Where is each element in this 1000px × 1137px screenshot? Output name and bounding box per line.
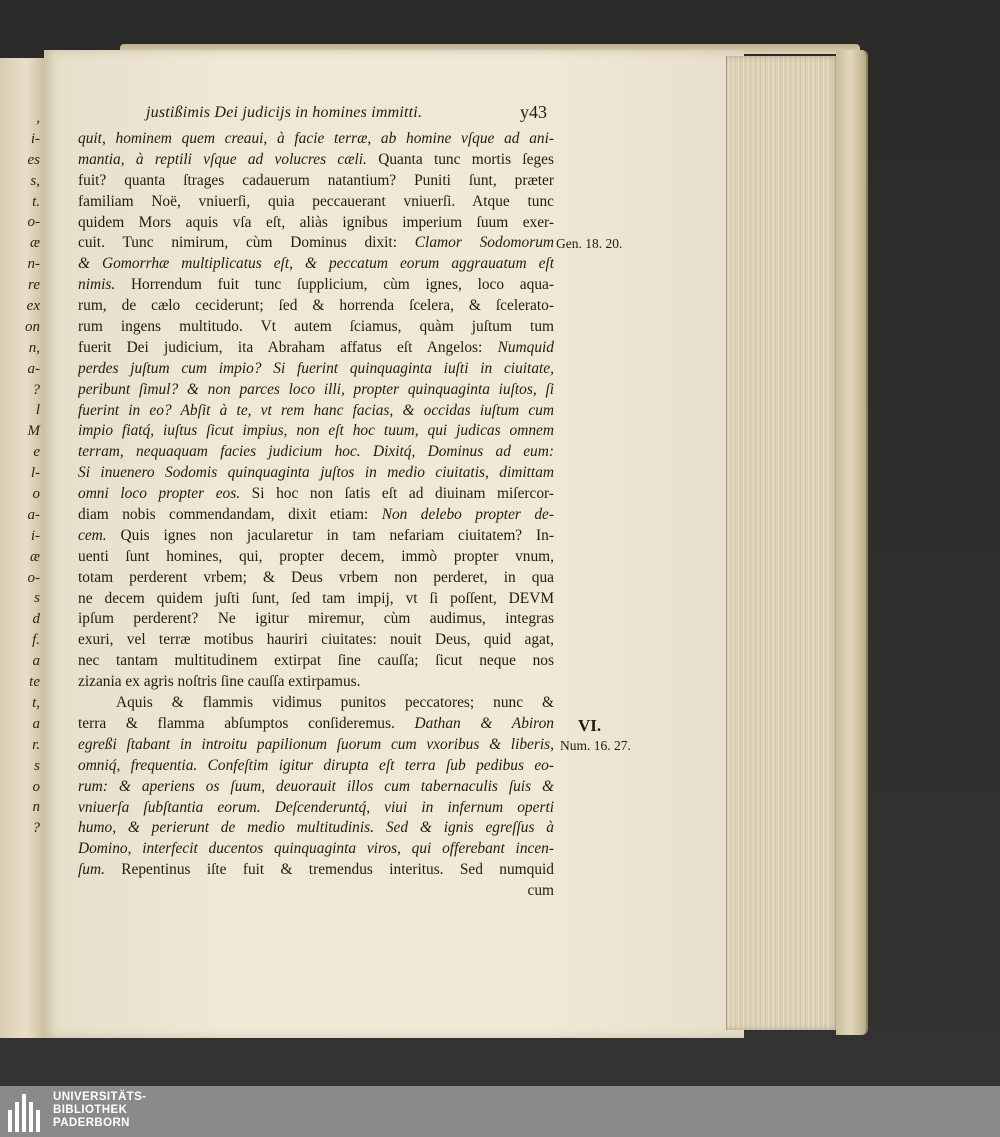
italic-text: Si inuenero Sodomis quinquaginta juſtos in medio ciuitatis, dimittam [78, 464, 554, 482]
left-edge-fragment: n- [27, 256, 40, 273]
italic-text: omniq́, frequentia. Confeſtim igitur dirupta eſt terra ſub pedibus eo- [78, 756, 554, 774]
text-line [78, 881, 554, 902]
text-line [78, 756, 554, 777]
left-page [0, 58, 45, 1038]
italic-text: nimis. [78, 276, 116, 294]
roman-text: rum ingens multitudo. Vt autem ſciamus, quàm juſtum tum [78, 318, 554, 336]
roman-text: nec tantam multitudinem extirpat ſine cauſſa; ſicut neque nos [78, 652, 554, 670]
left-edge-fragment: a- [27, 506, 40, 523]
text-line [78, 735, 554, 756]
italic-text: Clamor Sodomorum [414, 234, 554, 252]
text-line [78, 609, 554, 630]
text-line [78, 860, 554, 881]
left-edge-fragment: re [28, 277, 40, 294]
roman-text: ne decem quidem juſti ſunt, ſed tam impij, vt ſi poſſent, DEVM [78, 589, 554, 607]
book-cover-edge [836, 50, 868, 1035]
italic-text: omni loco propter eos. [78, 485, 241, 503]
roman-text: Aquis & flammis vidimus punitos peccatores; nunc & [116, 694, 554, 712]
roman-text: Si hoc non ſatis eſt ad diuinam miſercor- [240, 485, 554, 503]
left-edge-fragment: a- [27, 360, 40, 377]
left-edge-fragment: t. [32, 193, 40, 210]
show-through-mark [560, 96, 574, 112]
roman-text: fuit? quanta ſtrages cadauerum natantium? Puniti ſunt, præter [78, 171, 554, 189]
text-line [78, 526, 554, 547]
text-line [78, 275, 554, 296]
roman-text: Horrendum fuit tunc ſupplicium, cùm ignes, loco aqua- [115, 276, 554, 294]
left-edge-fragment: d [32, 611, 40, 628]
left-page-edge-text [25, 108, 40, 839]
logo-line-1: UNIVERSITÄTS- [53, 1091, 147, 1103]
italic-text: peribunt ſimul? & non parces loco illi, propter quinquaginta iuſtos, ſi [78, 380, 554, 398]
text-line [78, 359, 554, 380]
text-line [78, 233, 554, 254]
left-edge-fragment: l [35, 402, 40, 419]
text-line [78, 401, 554, 422]
roman-text: Quis ignes non jacularetur in tam nefariam ciuitatem? In- [106, 526, 554, 544]
left-edge-fragment: te [29, 674, 40, 691]
text-line [78, 254, 554, 275]
left-edge-fragment: M [27, 423, 40, 440]
text-line [78, 693, 554, 714]
footer-bar [0, 1086, 1000, 1137]
left-edge-fragment: o- [27, 569, 40, 586]
italic-text: fuerint in eo? Abſit à te, vt rem hanc facias, & occidas iuſtum cum [78, 401, 554, 419]
left-edge-fragment: l- [30, 465, 40, 482]
text-line [78, 296, 554, 317]
roman-text: zizania ex agris noſtris ſine cauſſa extirpamus. [78, 673, 361, 691]
italic-text: egreßi ſtabant in introitu papilionum ſuorum cum vxoribus & liberis, [78, 735, 554, 753]
roman-text: fuerit Dei judicium, ita Abraham affatus eſt Angelos: [78, 338, 498, 356]
left-edge-fragment: s [34, 590, 40, 607]
roman-text: ipſum perderent? Ne igitur miremur, cùm audimus, integras [78, 610, 554, 628]
roman-text: quidem Mors aquis vſa eſt, aliàs ignibus imperium ſuum exer- [78, 213, 554, 231]
text-line [78, 839, 554, 860]
italic-text: vniuerſa ſubſtantia eorum. Deſcenderuntq́, viui in infernum operti [78, 798, 554, 816]
left-edge-fragment: t, [32, 694, 40, 711]
left-edge-fragment: f. [32, 632, 40, 649]
text-line [78, 547, 554, 568]
left-edge-fragment: i- [30, 527, 40, 544]
italic-text: mantia, à reptili vſque ad volucres cæli. [78, 150, 367, 168]
text-line [78, 777, 554, 798]
italic-text: Domino, interfecit ducentos quinquaginta viros, qui offerebant incen- [78, 840, 554, 858]
italic-text: quit, hominem quem creaui, à facie terræ, ab homine vſque ad ani- [78, 130, 554, 147]
library-logo-text [53, 1091, 146, 1130]
text-line [78, 651, 554, 672]
text-line [78, 317, 554, 338]
library-logo-icon [8, 1092, 44, 1132]
italic-text: terram, nequaquam facies judicium hoc. Dixitq́, Dominus ad eum: [78, 443, 554, 461]
text-line [78, 338, 554, 359]
italic-text: perdes juſtum cum impio? Si fuerint quinquaginta iuſti in ciuitate, [78, 359, 554, 377]
left-edge-fragment: ex [26, 298, 40, 315]
body-text [78, 129, 554, 902]
text-line [78, 714, 554, 735]
text-line [78, 630, 554, 651]
text-line [78, 129, 554, 150]
margin-note-num: Num. 16. 27. [560, 738, 631, 753]
text-line [78, 213, 554, 234]
text-line [78, 568, 554, 589]
roman-text: diam nobis commendandam, dixit etiam: [78, 506, 382, 524]
left-edge-fragment: r. [32, 736, 40, 753]
page-number: y43 [520, 102, 547, 122]
page-edges [726, 56, 839, 1030]
italic-text: Dathan & Abiron [414, 714, 554, 732]
left-edge-fragment: i- [30, 130, 40, 147]
italic-text: Numquid [497, 338, 554, 356]
logo-line-2: BIBLIOTHEK [53, 1104, 128, 1116]
left-edge-fragment: , [36, 110, 40, 126]
italic-text: rum: & aperiens os ſuum, deuorauit illos cum tabernaculis ſuis & [78, 777, 554, 795]
roman-text: rum, de cælo ceciderunt; ſed & horrenda ſcelera, & ſcelerato- [78, 297, 554, 315]
left-edge-fragment: æ [29, 235, 40, 252]
left-edge-fragment: a [32, 653, 40, 670]
left-edge-fragment: ? [32, 381, 40, 398]
text-line [78, 505, 554, 526]
roman-text: cuit. Tunc nimirum, cùm Dominus dixit: [78, 234, 415, 252]
left-edge-fragment: ? [32, 820, 40, 837]
left-edge-fragment: o- [27, 214, 40, 231]
roman-text: exuri, vel terræ motibus hauriri ciuitates: nouit Deus, quid agat, [78, 631, 554, 649]
roman-text: totam perderent vrbem; & Deus vrbem non perderet, in qua [78, 568, 554, 586]
italic-text: ſum. [78, 861, 105, 879]
left-edge-fragment: o [32, 778, 40, 795]
roman-text: uenti ſunt homines, qui, propter decem, immò propter vnum, [78, 547, 554, 565]
text-line [78, 672, 554, 693]
margin-note-gen: Gen. 18. 20. [556, 236, 623, 251]
text-line [78, 150, 554, 171]
left-edge-fragment: es [27, 151, 40, 168]
left-edge-fragment: æ [29, 548, 40, 565]
italic-text: impio fiatq́, iuſtus ſicut impius, non eſt hoc tuum, qui judicas omnem [78, 422, 554, 440]
text-line [78, 171, 554, 192]
left-edge-fragment: a [32, 715, 40, 732]
left-edge-fragment: on [25, 318, 40, 335]
roman-text: terra & flamma abſumptos conſideremus. [78, 714, 415, 732]
text-line [78, 463, 554, 484]
left-edge-fragment: e [33, 444, 40, 461]
left-edge-fragment: n [32, 799, 40, 816]
text-line [78, 442, 554, 463]
italic-text: humo, & perierunt de medio multitudinis. Sed & ignis egreſſus à [78, 819, 554, 837]
text-line [78, 484, 554, 505]
left-edge-fragment: n, [28, 339, 40, 356]
roman-text: familiam Noë, vniuerſi, quia peccauerant vniuerſi. Atque tunc [78, 192, 554, 210]
text-line [78, 798, 554, 819]
italic-text: & Gomorrhæ multiplicatus eſt, & peccatum eorum aggrauatum eſt [78, 255, 554, 273]
italic-text: cem. [78, 526, 107, 544]
left-edge-fragment: s, [30, 172, 40, 189]
roman-text: Quanta tunc mortis ſeges [366, 150, 554, 168]
text-line [78, 589, 554, 610]
running-head: justißimis Dei judicijs in homines immitti. [146, 104, 423, 121]
text-line [78, 380, 554, 401]
text-line [78, 421, 554, 442]
roman-text: Repentinus iſte fuit & tremendus interitus. Sed numquid [104, 861, 554, 879]
italic-text: Non delebo propter de- [381, 506, 554, 524]
margin-note-section: VI. [578, 716, 602, 735]
left-edge-fragment: o [32, 486, 40, 503]
roman-text: cum [527, 882, 554, 900]
left-edge-fragment: s [34, 757, 40, 774]
text-line [78, 818, 554, 839]
logo-line-3: PADERBORN [53, 1117, 130, 1129]
text-line [78, 192, 554, 213]
